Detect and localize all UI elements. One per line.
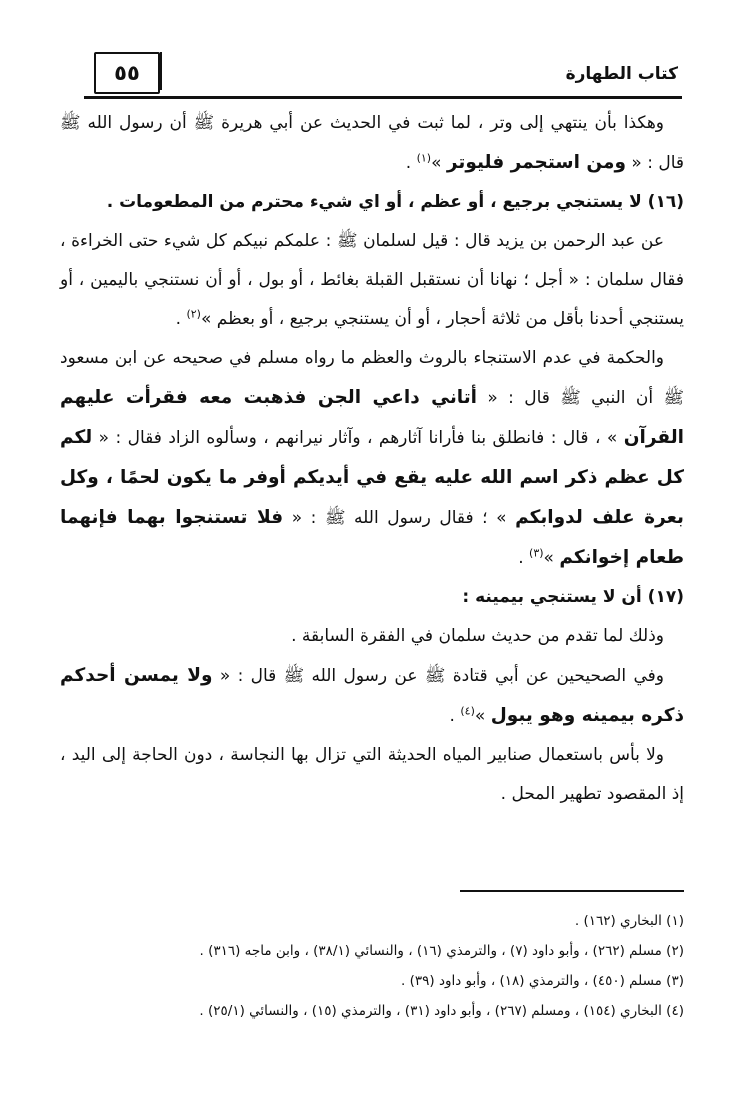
paragraph-end: . [405, 153, 417, 173]
footnote-ref-1: (١) [416, 151, 432, 165]
paragraph-5 [60, 656, 684, 736]
paragraph-1 [60, 104, 684, 183]
paragraph-5-text: وفي الصحيحين عن أبي قتادة ﷺ عن رسول الله ﷺ قال : « [212, 666, 664, 686]
hadith-quote-3: لكم كل عظم ذكر اسم الله عليه يقع في أيديكم أوفر ما يكون لحمًا ، وكل بعرة علف لدوابكم [60, 427, 684, 528]
page-body [60, 104, 684, 814]
paragraph-end: . [518, 548, 530, 568]
paragraph-3-text-3: » ؛ فقال رسول الله ﷺ : « [283, 508, 516, 528]
header-divider-tick [160, 52, 162, 90]
footnote-4: (٤) البخاري (١٥٤) ، ومسلم (٢٦٧) ، وأبو داود (٣١) ، والترمذي (١٥) ، والنسائي (٢٥/١) . [199, 1003, 684, 1019]
footnotes [60, 906, 684, 1026]
paragraph-3 [60, 339, 684, 578]
paragraph-3-text-4: » [543, 548, 560, 568]
paragraph-3-text-2: » ، قال : فانطلق بنا فأرانا آثارهم ، وآثار نيرانهم ، وسألوه الزاد فقال : « [92, 428, 624, 448]
paragraph-end: . [175, 309, 187, 329]
section-heading-17: (١٧) أن لا يستنجي بيمينه : [462, 587, 684, 607]
page-number: ٥٥ [94, 52, 160, 94]
page-header [84, 48, 680, 100]
paragraph-3-text-1: والحكمة في عدم الاستنجاء بالروث والعظم ما رواه مسلم في صحيحه عن ابن مسعود ﷺ أن النبي ﷺ قال : « [60, 348, 684, 408]
footnote-ref-4: (٤) [460, 704, 475, 718]
footnote-ref-3: (٣) [529, 546, 544, 560]
hadith-quote-1: ومن استجمر فليوتر [446, 152, 626, 173]
quote-close: » [474, 706, 491, 726]
hadith-quote-5: ولا يمسن أحدكم ذكره بيمينه وهو يبول [60, 665, 684, 726]
hadith-quote-2: أتاني داعي الجن فذهبت معه فقرأت عليهم القرآن [60, 387, 684, 448]
header-rule [84, 96, 682, 99]
quote-close: » [431, 153, 447, 173]
footnote-2: (٢) مسلم (٢٦٢) ، وأبو داود (٧) ، والترمذي (١٦) ، والنسائي (٣٨/١) ، وابن ماجه (٣١٦) . [199, 943, 684, 959]
book-title: كتاب الطهارة [565, 64, 678, 84]
paragraph-1-text: وهكذا بأن ينتهي إلى وتر ، لما ثبت في الحديث عن أبي هريرة ﷺ أن رسول الله ﷺ قال : « [60, 113, 684, 173]
hadith-quote-4: فلا تستنجوا بهما فإنهما طعام إخوانكم [60, 507, 684, 568]
section-heading-16: (١٦) لا يستنجي برجيع ، أو عظم ، أو اي شيء محترم من المطعومات . [106, 192, 684, 212]
footnote-1: (١) البخاري (١٦٢) . [574, 913, 684, 929]
paragraph-2-text: عن عبد الرحمن بن يزيد قال : قيل لسلمان ﷺ : علمكم نبيكم كل شيء حتى الخراءة ، فقال سلمان : « أجل ؛ نهانا أن نستقبل القبلة بغائط ، أو بول ، أو أن نستنجي باليمين ، أو يستنجي أحدنا بأقل من ثلاثة أحجار ، أو أن يستنجي برجيع ، أو بعظم » [60, 231, 684, 329]
paragraph-6: ولا بأس باستعمال صنابير المياه الحديثة التي تزال بها النجاسة ، دون الحاجة إلى اليد ، إذ المقصود تطهير المحل . [60, 745, 684, 804]
footnote-rule [460, 890, 684, 892]
footnote-ref-2: (٢) [186, 307, 201, 321]
paragraph-2 [60, 222, 684, 339]
footnote-3: (٣) مسلم (٤٥٠) ، والترمذي (١٨) ، وأبو داود (٣٩) . [401, 973, 684, 989]
paragraph-end: . [449, 706, 461, 726]
paragraph-4: وذلك لما تقدم من حديث سلمان في الفقرة السابقة . [291, 626, 664, 646]
